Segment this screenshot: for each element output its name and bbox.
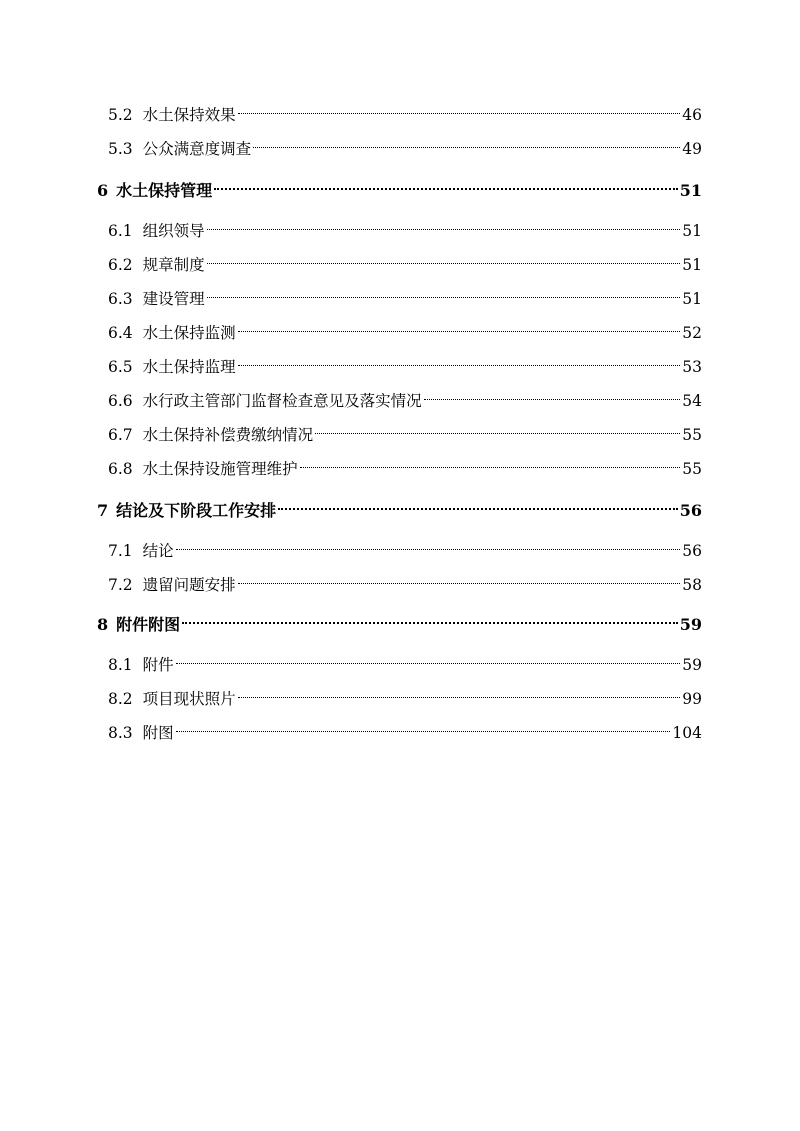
toc-section-entry[interactable] (108, 246, 702, 274)
toc-page-number: 55 (682, 426, 702, 444)
toc-page-number: 59 (682, 656, 702, 674)
toc-entry-title: 水土保持补偿费缴纳情况 (142, 426, 314, 444)
toc-entry-title: 组织领导 (142, 222, 205, 240)
toc-page-number: 51 (682, 290, 702, 308)
toc-entry-title: 公众满意度调查 (142, 140, 252, 158)
toc-entry-title: 结论及下阶段工作安排 (116, 501, 277, 520)
toc-entry-title: 建设管理 (142, 290, 205, 308)
toc-entry-number: 5.2 (108, 106, 133, 124)
toc-page-number: 54 (682, 392, 702, 410)
toc-chapter-entry[interactable] (97, 606, 702, 634)
dot-leader (315, 416, 680, 440)
dot-leader (238, 680, 681, 704)
toc-chapter-entry[interactable] (97, 172, 702, 200)
toc-entry-title: 水土保持效果 (142, 106, 236, 124)
dot-leader (207, 246, 681, 270)
toc-page-number: 58 (682, 576, 702, 594)
dot-leader (253, 130, 680, 154)
toc-entry-number: 6.4 (108, 324, 133, 342)
toc-entry-title: 水土保持监理 (142, 358, 236, 376)
toc-entry-number: 7.2 (108, 576, 133, 594)
dot-leader (176, 714, 671, 738)
toc-section-entry[interactable] (108, 130, 702, 158)
toc-entry-number: 6.3 (108, 290, 133, 308)
toc-page-number: 51 (682, 256, 702, 274)
toc-page-number: 56 (679, 501, 702, 520)
toc-section-entry[interactable] (108, 382, 702, 410)
toc-section-entry[interactable] (108, 450, 702, 478)
toc-entry-title: 项目现状照片 (142, 690, 236, 708)
dot-leader (424, 382, 681, 406)
dot-leader (300, 450, 681, 474)
toc-entry-number: 7 (97, 501, 109, 520)
dot-leader (182, 606, 678, 630)
toc-section-entry[interactable] (108, 212, 702, 240)
dot-leader (176, 532, 681, 556)
toc-entry-number: 6.1 (108, 222, 133, 240)
toc-section-entry[interactable] (108, 566, 702, 594)
toc-section-entry[interactable] (108, 348, 702, 376)
toc-page-number: 99 (682, 690, 702, 708)
toc-page-number: 46 (682, 106, 702, 124)
toc-entry-number: 6.6 (108, 392, 133, 410)
dot-leader (278, 492, 678, 516)
toc-entry-number: 7.1 (108, 542, 133, 560)
toc-entry-title: 结论 (142, 542, 174, 560)
toc-page-number: 55 (682, 460, 702, 478)
toc-entry-title: 遗留问题安排 (142, 576, 236, 594)
dot-leader (238, 96, 681, 120)
toc-entry-number: 6.7 (108, 426, 133, 444)
dot-leader (207, 280, 681, 304)
dot-leader (176, 646, 681, 670)
dot-leader (238, 348, 681, 372)
dot-leader (238, 566, 681, 590)
toc-page-number: 53 (682, 358, 702, 376)
toc-section-entry[interactable] (108, 646, 702, 674)
toc-page-number: 49 (682, 140, 702, 158)
toc-section-entry[interactable] (108, 314, 702, 342)
toc-section-entry[interactable] (108, 280, 702, 308)
toc-entry-title: 水土保持监测 (142, 324, 236, 342)
toc-section-entry[interactable] (108, 680, 702, 708)
toc-section-entry[interactable] (108, 96, 702, 124)
toc-entry-title: 附图 (142, 724, 174, 742)
toc-entry-number: 8.1 (108, 656, 133, 674)
toc-entry-title: 水土保持管理 (116, 181, 213, 200)
toc-entry-title: 水土保持设施管理维护 (142, 460, 298, 478)
dot-leader (207, 212, 681, 236)
toc-entry-number: 6.5 (108, 358, 133, 376)
toc-section-entry[interactable] (108, 714, 702, 742)
toc-page-number: 52 (682, 324, 702, 342)
toc-entry-title: 附件附图 (116, 615, 181, 634)
toc-page-number: 56 (682, 542, 702, 560)
toc-entry-number: 8 (97, 615, 109, 634)
dot-leader (214, 172, 678, 196)
toc-page-number: 104 (672, 724, 702, 742)
toc-entry-title: 规章制度 (142, 256, 205, 274)
dot-leader (238, 314, 681, 338)
toc-entry-title: 附件 (142, 656, 174, 674)
toc-entry-title: 水行政主管部门监督检查意见及落实情况 (142, 392, 422, 410)
toc-section-entry[interactable] (108, 416, 702, 444)
toc-entry-number: 8.2 (108, 690, 133, 708)
toc-entry-number: 6.2 (108, 256, 133, 274)
toc-chapter-entry[interactable] (97, 492, 702, 520)
toc-section-entry[interactable] (108, 532, 702, 560)
toc-page-number: 51 (679, 181, 702, 200)
toc-entry-number: 5.3 (108, 140, 133, 158)
toc-entry-number: 6.8 (108, 460, 133, 478)
toc-page-number: 59 (679, 615, 702, 634)
toc-entry-number: 8.3 (108, 724, 133, 742)
toc-page-number: 51 (682, 222, 702, 240)
toc-entry-number: 6 (97, 181, 109, 200)
